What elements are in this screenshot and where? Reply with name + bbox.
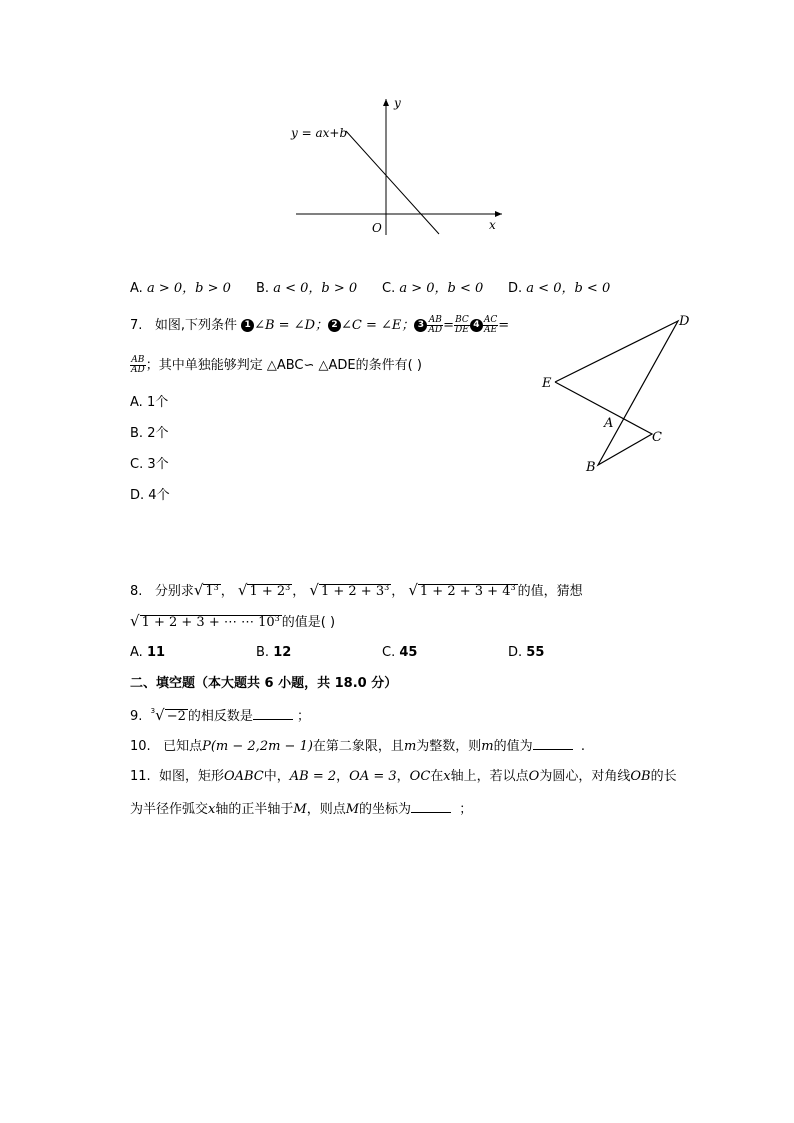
q10: 10. 已知点P(m − 2,2m − 1)在第二象限，且m为整数，则m的值为 . <box>130 739 586 754</box>
line-label: y = ax+b <box>291 126 348 140</box>
x-axis-label: x <box>489 218 496 232</box>
q11-line2: 为半径作弧交x轴的正半轴于M，则点M的坐标为 ； <box>130 802 473 817</box>
q8-line2: √ 1 + 2 + 3 + ⋯ ⋯ $10^3$ 的值是( ) <box>130 612 336 630</box>
linear-function-graph <box>290 95 510 245</box>
y-axis-label: y <box>394 96 401 110</box>
q7-option-b: B. 2个 <box>130 426 169 441</box>
q9: 9. $^3$√ −2 的相反数是 ； <box>130 706 311 724</box>
origin-label: O <box>372 221 382 235</box>
vertex-a-label: A <box>604 416 614 431</box>
q7-option-a: A. 1个 <box>130 395 169 410</box>
function-line <box>346 131 439 234</box>
q6-option-a: A. a > 0，b > 0 <box>130 281 231 296</box>
q11-line1: 11. 如图，矩形OABC中，AB = 2，OA = 3，OC在x轴上，若以点O为圆心，对角线OB的长 <box>130 769 677 784</box>
q7-option-d: D. 4个 <box>130 488 170 503</box>
q6-option-c: C. a > 0，b < 0 <box>382 281 484 296</box>
q8-option-c: C. 45 <box>382 645 418 660</box>
q10-answer-blank[interactable] <box>533 738 573 750</box>
q8-option-a: A. 11 <box>130 645 166 660</box>
similar-triangles-figure <box>535 308 705 478</box>
q11-answer-blank[interactable] <box>411 801 451 813</box>
q8-line1: 8. 分别求√ $1^3$ ， √ $1 + 2^3$ ， √ $1 + 2 + 3^3$ ， √ $1 + 2 + 3 + 4^3$ 的值，猜想 <box>130 581 583 599</box>
q6-option-b: B. a < 0，b > 0 <box>256 281 358 296</box>
section-2-heading: 二、填空题（本大题共 6 小题，共 18.0 分） <box>130 676 398 691</box>
q8-option-b: B. 12 <box>256 645 292 660</box>
vertex-d-label: D <box>679 314 690 329</box>
q6-option-d: D. a < 0，b < 0 <box>508 281 611 296</box>
vertex-e-label: E <box>542 376 552 391</box>
q7-line1: 7. 如图,下列条件 1 ∠B = ∠D； 2 ∠C = ∠E； 3 $\frac{AB}{AD}$ = $\frac{BC}{DE}$ 4 $\frac{AC}{AE}$ = <box>130 315 510 335</box>
q7-option-c: C. 3个 <box>130 457 169 472</box>
q9-answer-blank[interactable] <box>253 708 293 720</box>
q7-line2: $\frac{AB}{AD}$ ；其中单独能够判定 △ABC∽ △ADE的条件有( ) <box>131 355 422 375</box>
vertex-b-label: B <box>586 460 596 475</box>
vertex-c-label: C <box>652 430 662 445</box>
q8-option-d: D. 55 <box>508 645 545 660</box>
